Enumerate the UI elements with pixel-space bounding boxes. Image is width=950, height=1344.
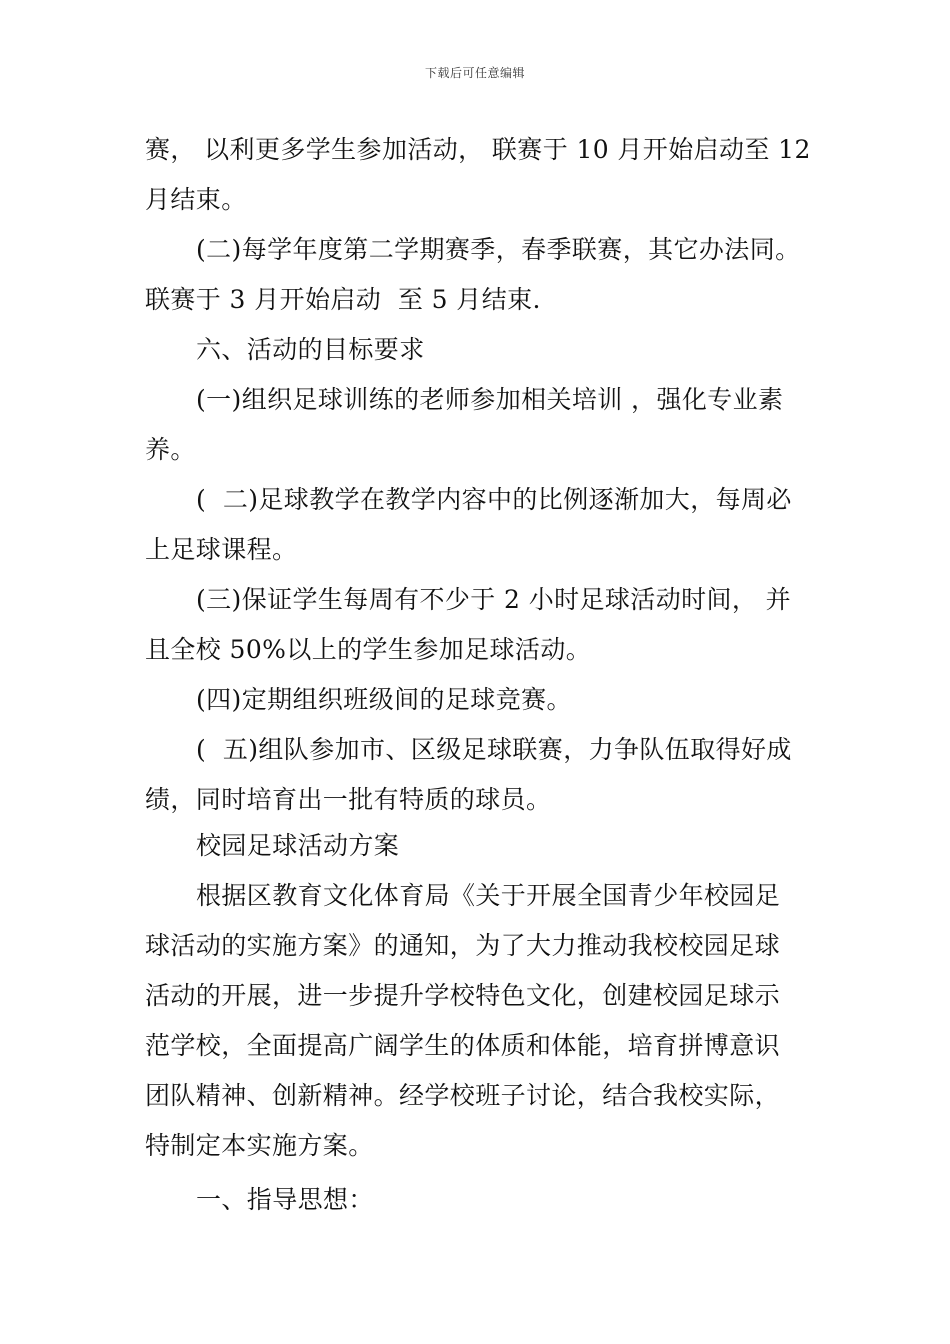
text-line: 根据区教育文化体育局《关于开展全国青少年校园足 [196, 881, 781, 910]
text-line: (二)每学年度第二学期赛季，春季联赛，其它办法同。 [196, 235, 801, 264]
text-line: 团队精神、创新精神。经学校班子讨论，结合我校实际， [145, 1081, 781, 1110]
section-heading: 六、活动的目标要求 [196, 335, 425, 364]
page-header: 下载后可任意编辑 [424, 66, 525, 80]
text-line: 绩，同时培育出一批有特质的球员。 [145, 785, 552, 814]
text-line: 且全校 50%以上的学生参加足球活动。 [145, 635, 592, 664]
text-line: 球活动的实施方案》的通知，为了大力推动我校校园足球 [145, 931, 781, 960]
text-line: 赛， 以利更多学生参加活动， 联赛于 10 月开始启动至 12 [145, 135, 811, 164]
text-line: 范学校，全面提高广阔学生的体质和体能，培育拼博意识 [145, 1031, 781, 1060]
text-line: 上足球课程。 [145, 535, 298, 564]
text-line: 活动的开展，进一步提升学校特色文化，创建校园足球示 [145, 981, 781, 1010]
text-line: 联赛于 3 月开始启动 至 5 月结束. [145, 285, 541, 314]
text-line: 特制定本实施方案。 [145, 1131, 374, 1160]
text-line: 月结束。 [145, 185, 247, 214]
section-title: 校园足球活动方案 [196, 831, 400, 860]
text-line: (三)保证学生每周有不少于 2 小时足球活动时间， 并 [196, 585, 792, 614]
text-line: ( 五)组队参加市、区级足球联赛，力争队伍取得好成 [196, 735, 792, 764]
text-line: ( 二)足球教学在教学内容中的比例逐渐加大，每周必 [196, 485, 792, 514]
text-line: 养。 [145, 435, 196, 464]
text-line: (一)组织足球训练的老师参加相关培训 ，强化专业素 [196, 385, 784, 414]
section-heading: 一、指导思想： [196, 1185, 374, 1214]
text-line: (四)定期组织班级间的足球竞赛。 [196, 685, 572, 714]
